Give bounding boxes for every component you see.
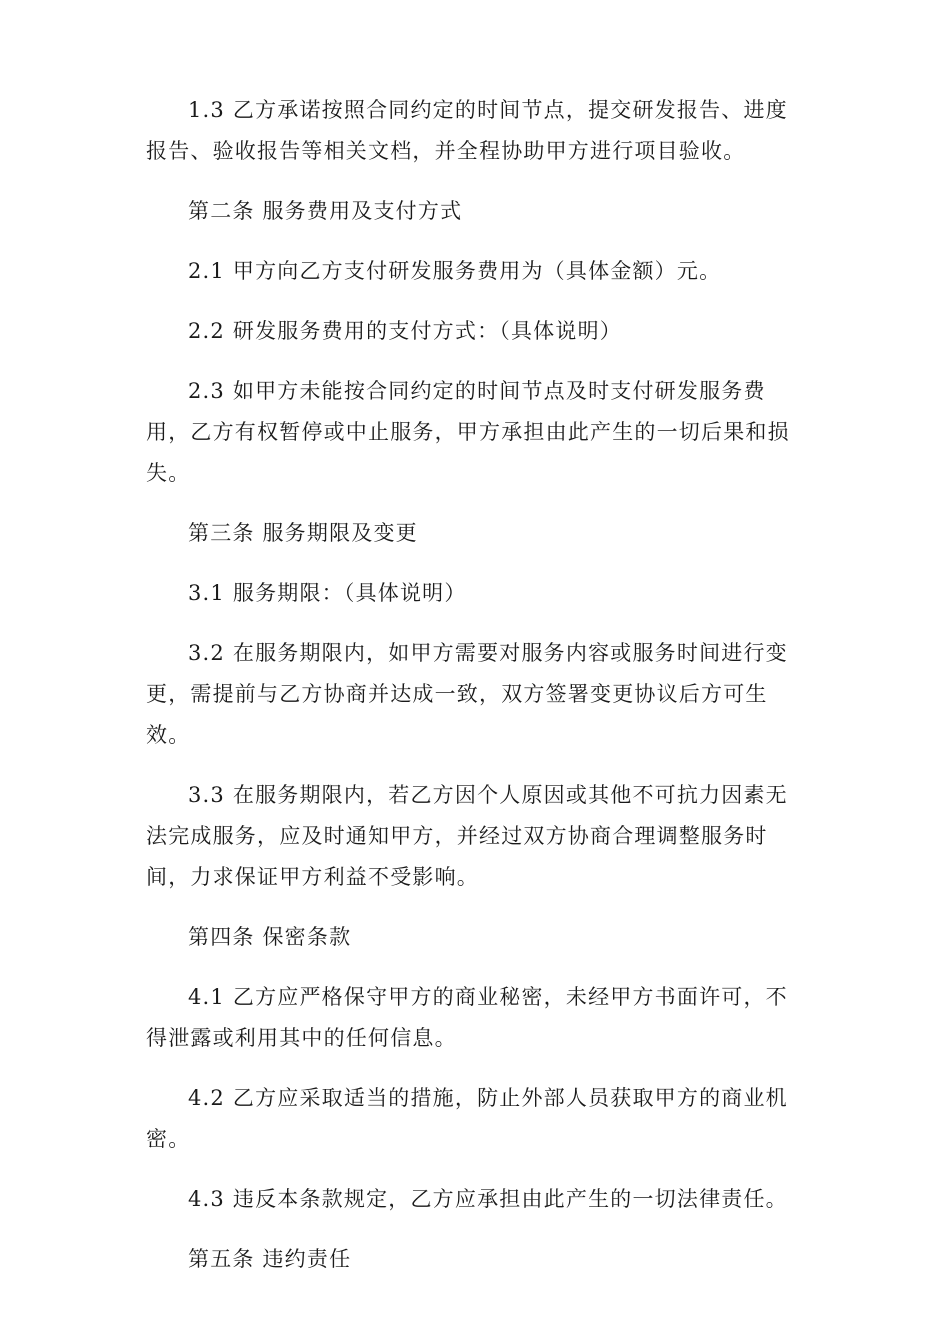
clause-3-3: 3.3 在服务期限内，若乙方因个人原因或其他不可抗力因素无法完成服务，应及时通知甲方，并经过双方协商合理调整服务时间，力求保证甲方利益不受影响。 (146, 783, 788, 889)
article-2-heading: 第二条 服务费用及支付方式 (188, 199, 463, 223)
clause-1-3: 1.3 乙方承诺按照合同约定的时间节点，提交研发报告、进度报告、验收报告等相关文档，并全程协助甲方进行项目验收。 (146, 98, 788, 163)
clause-3-2: 3.2 在服务期限内，如甲方需要对服务内容或服务时间进行变更，需提前与乙方协商并达成一致，双方签署变更协议后方可生效。 (146, 641, 788, 747)
article-5-heading: 第五条 违约责任 (188, 1247, 352, 1271)
clause-2-2: 2.2 研发服务费用的支付方式：（具体说明） (188, 319, 622, 343)
article-4-heading: 第四条 保密条款 (188, 925, 352, 949)
clause-2-3: 2.3 如甲方未能按合同约定的时间节点及时支付研发服务费用，乙方有权暂停或中止服务，甲方承担由此产生的一切后果和损失。 (146, 379, 790, 485)
clause-2-1: 2.1 甲方向乙方支付研发服务费用为（具体金额）元。 (188, 259, 722, 283)
clause-4-2: 4.2 乙方应采取适当的措施，防止外部人员获取甲方的商业机密。 (146, 1086, 788, 1151)
article-3-heading: 第三条 服务期限及变更 (188, 521, 418, 545)
clause-3-1: 3.1 服务期限：（具体说明） (188, 581, 467, 605)
clause-4-1: 4.1 乙方应严格保守甲方的商业秘密，未经甲方书面许可，不得泄露或利用其中的任何信息。 (146, 985, 788, 1050)
document-body (146, 90, 808, 1299)
clause-4-3: 4.3 违反本条款规定，乙方应承担由此产生的一切法律责任。 (188, 1187, 788, 1211)
